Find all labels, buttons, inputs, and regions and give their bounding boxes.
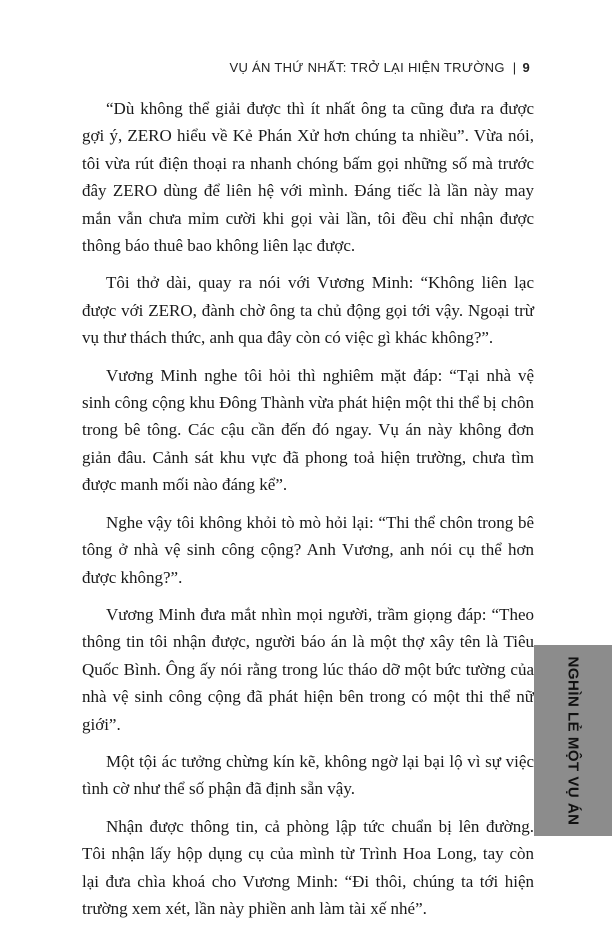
page-number: 9 [522, 60, 530, 75]
paragraph: Tôi thở dài, quay ra nói với Vương Minh: “Không liên lạc được với ZERO, đành chờ ông ta chủ động gọi tới vậy. Ngoại trừ vụ thư thách thức, anh qua đây còn có việc gì khác không?”. [82, 273, 534, 348]
header-separator: | [512, 60, 517, 75]
paragraph: Nhận được thông tin, cả phòng lập tức chuẩn bị lên đường. Tôi nhận lấy hộp dụng cụ của mình từ Trình Hoa Long, tay còn lại đưa chìa khoá cho Vương Minh: “Đi thôi, chúng ta tới hiện trường xem xét, lần này phiền anh làm tài xế nhé”. [82, 816, 534, 918]
side-tab-label: NGHÌN LẺ MỘT VỤ ÁN [564, 656, 582, 825]
body-text [82, 95, 534, 932]
paragraph: “Dù không thể giải được thì ít nhất ông ta cũng đưa ra được gợi ý, ZERO hiểu về Kẻ Phán Xử hơn chúng ta nhiều”. Vừa nói, tôi vừa rút điện thoại ra nhanh chóng bấm gọi những số mà trước đây ZERO dùng để liên hệ với mình. Đáng tiếc là lần này may mắn vẫn chưa mỉm cười khi gọi vài lần, tôi đều chỉ nhận được thông báo thuê bao không liên lạc được. [82, 99, 534, 256]
paragraph: Vương Minh nghe tôi hỏi thì nghiêm mặt đáp: “Tại nhà vệ sinh công cộng khu Đông Thành vừa phát hiện một thi thể bị chôn trong bê tông. Các cậu cần đến đó ngay. Vụ án này không đơn giản đâu. Cảnh sát khu vực đã phong toả hiện trường, chưa tìm được manh mối nào đáng kể”. [82, 365, 534, 495]
chapter-title: VỤ ÁN THỨ NHẤT: TRỞ LẠI HIỆN TRƯỜNG [229, 60, 505, 75]
paragraph: Vương Minh đưa mắt nhìn mọi người, trầm giọng đáp: “Theo thông tin tôi nhận được, người báo án là một thợ xây tên là Tiêu Quốc Bình. Ông ấy nói rằng trong lúc tháo dỡ một bức tường của nhà vệ sinh công cộng đã phát hiện bên trong có một thi thể nữ giới”. [82, 604, 534, 734]
paragraph: Nghe vậy tôi không khỏi tò mò hỏi lại: “Thi thể chôn trong bê tông ở nhà vệ sinh công cộng? Anh Vương, anh nói cụ thể hơn được không?”. [82, 512, 534, 587]
side-tab [534, 645, 612, 836]
running-header [229, 60, 530, 75]
paragraph: Một tội ác tưởng chừng kín kẽ, không ngờ lại bại lộ vì sự việc tình cờ như thể số phận đã định sẵn vậy. [82, 751, 534, 799]
